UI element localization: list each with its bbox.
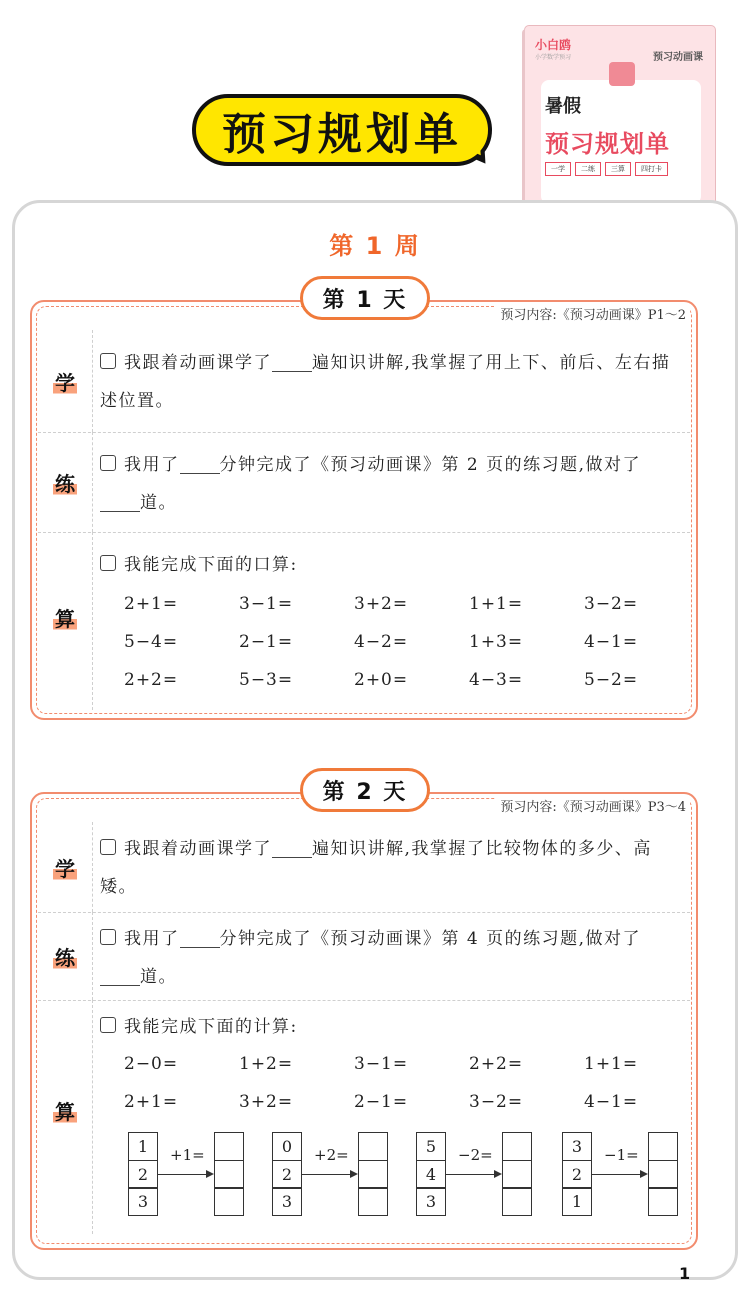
input-cell: 2 <box>272 1160 302 1189</box>
divider <box>92 532 93 710</box>
learn-row <box>38 822 690 912</box>
input-stack <box>562 1132 592 1216</box>
calc-intro-text: 我能完成下面的口算: <box>124 555 298 575</box>
fill-blank[interactable] <box>272 353 312 372</box>
answer-cell[interactable] <box>502 1132 532 1161</box>
divider <box>92 432 93 532</box>
answer-cell[interactable] <box>648 1187 678 1216</box>
input-cell: 1 <box>128 1132 158 1161</box>
calc-item: 2+2= <box>469 1054 524 1074</box>
answer-cell[interactable] <box>214 1132 244 1161</box>
input-stack <box>272 1132 302 1216</box>
arrow-right-icon <box>302 1174 356 1175</box>
input-cell: 5 <box>416 1132 446 1161</box>
answer-cell[interactable] <box>214 1160 244 1189</box>
answer-cell[interactable] <box>648 1132 678 1161</box>
calc-item: 3+2= <box>354 594 409 614</box>
learn-side <box>38 822 92 912</box>
practice-text <box>100 446 684 522</box>
operation-label: −1= <box>604 1146 639 1164</box>
practice-row <box>38 912 690 1000</box>
arrow-right-icon <box>158 1174 212 1175</box>
calc-intro-text: 我能完成下面的计算: <box>124 1017 298 1037</box>
week-title: 第 1 周 <box>329 232 421 260</box>
book-brand-logo: 小白鸥 <box>535 38 572 52</box>
practice-row <box>38 432 690 532</box>
practice-text-before: 我用了 <box>124 929 180 949</box>
checkbox[interactable] <box>100 455 116 471</box>
page-title: 预习规划单 <box>222 109 462 160</box>
input-cell: 3 <box>128 1187 158 1216</box>
checkbox[interactable] <box>100 353 116 369</box>
arrow-right-icon <box>592 1174 646 1175</box>
fill-blank[interactable] <box>180 455 220 474</box>
practice-side <box>38 912 92 1000</box>
divider <box>92 912 93 1000</box>
learn-text <box>100 344 684 420</box>
day-card-1 <box>30 287 698 720</box>
answer-cell[interactable] <box>648 1160 678 1189</box>
calc-item: 2−1= <box>239 632 294 652</box>
divider <box>92 330 93 432</box>
page-number: 1 <box>679 1264 691 1283</box>
answer-cell[interactable] <box>214 1187 244 1216</box>
calc-label: 算 <box>53 1096 77 1125</box>
answer-cell[interactable] <box>358 1132 388 1161</box>
calc-item: 2+2= <box>124 670 179 690</box>
book-brand-subtitle: 小学数学预习 <box>535 54 572 61</box>
divider <box>92 1000 93 1234</box>
calc-row <box>38 1000 690 1234</box>
calc-item: 4−1= <box>584 632 639 652</box>
calc-item: 3−1= <box>239 594 294 614</box>
calc-item: 4−3= <box>469 670 524 690</box>
fill-blank[interactable] <box>272 839 312 858</box>
book-chips <box>545 162 668 176</box>
input-stack <box>416 1132 446 1216</box>
calc-intro <box>100 546 684 584</box>
operation-label: +1= <box>170 1146 205 1164</box>
calc-item: 4−1= <box>584 1092 639 1112</box>
calc-side <box>38 1000 92 1220</box>
input-stack <box>128 1132 158 1216</box>
day-tab-label: 第 1 天 <box>322 287 408 313</box>
calc-item: 5−4= <box>124 632 179 652</box>
answer-cell[interactable] <box>502 1160 532 1189</box>
calc-item: 1+1= <box>584 1054 639 1074</box>
checkbox[interactable] <box>100 839 116 855</box>
calc-label: 算 <box>53 603 77 632</box>
book-title-line1: 暑假 <box>545 96 581 117</box>
answer-cell[interactable] <box>358 1160 388 1189</box>
learn-row <box>38 330 690 432</box>
learn-text-before: 我跟着动画课学了 <box>124 839 272 859</box>
learn-text-before: 我跟着动画课学了 <box>124 353 272 373</box>
calc-item: 1+3= <box>469 632 524 652</box>
calc-item: 2−1= <box>354 1092 409 1112</box>
calc-item: 1+2= <box>239 1054 294 1074</box>
calc-item: 2+1= <box>124 1092 179 1112</box>
input-cell: 1 <box>562 1187 592 1216</box>
answer-stack <box>502 1132 532 1216</box>
checkbox[interactable] <box>100 555 116 571</box>
learn-label: 学 <box>53 367 77 396</box>
book-clip-icon <box>609 62 635 86</box>
day-tab <box>300 768 430 812</box>
answer-stack <box>214 1132 244 1216</box>
calc-side <box>38 532 92 702</box>
input-cell: 0 <box>272 1132 302 1161</box>
practice-text-before: 我用了 <box>124 455 180 475</box>
practice-text-middle: 分钟完成了《预习动画课》第 4 页的练习题,做对了 <box>219 929 642 949</box>
day-card-2 <box>30 779 698 1250</box>
calc-item: 2−0= <box>124 1054 179 1074</box>
fill-blank[interactable] <box>100 493 140 512</box>
preview-content-label: 预习内容:《预习动画课》P1～2 <box>496 304 690 323</box>
practice-label: 练 <box>53 468 77 497</box>
input-cell: 4 <box>416 1160 446 1189</box>
book-chip: 四打卡 <box>635 162 668 176</box>
calc-item: 2+0= <box>354 670 409 690</box>
fill-blank[interactable] <box>100 967 140 986</box>
input-cell: 3 <box>272 1187 302 1216</box>
title-bubble <box>192 94 492 166</box>
calc-item: 5−2= <box>584 670 639 690</box>
calc-row <box>38 532 690 710</box>
input-cell: 2 <box>128 1160 158 1189</box>
book-chip: 三算 <box>605 162 631 176</box>
calc-item: 5−3= <box>239 670 294 690</box>
practice-label: 练 <box>53 942 77 971</box>
practice-side <box>38 432 92 532</box>
arrow-right-icon <box>446 1174 500 1175</box>
calc-item: 4−2= <box>354 632 409 652</box>
practice-text-middle: 分钟完成了《预习动画课》第 2 页的练习题,做对了 <box>219 455 642 475</box>
calc-item: 3−1= <box>354 1054 409 1074</box>
answer-cell[interactable] <box>358 1187 388 1216</box>
calc-item: 3−2= <box>469 1092 524 1112</box>
answer-cell[interactable] <box>502 1187 532 1216</box>
book-chip: 二练 <box>575 162 601 176</box>
preview-content-label: 预习内容:《预习动画课》P3～4 <box>496 796 690 815</box>
book-series-tag: 预习动画课 <box>653 52 703 63</box>
learn-text-after: 遍知识讲解,我掌握了用上下、前后、左右描述位置。 <box>100 353 671 411</box>
fill-blank[interactable] <box>180 929 220 948</box>
answer-stack <box>648 1132 678 1216</box>
calc-intro <box>100 1008 684 1046</box>
input-cell: 2 <box>562 1160 592 1189</box>
practice-text-after: 道。 <box>140 967 177 987</box>
learn-text-after: 遍知识讲解,我掌握了比较物体的多少、高矮。 <box>100 839 652 897</box>
calc-item: 1+1= <box>469 594 524 614</box>
divider <box>92 822 93 912</box>
book-chip: 一学 <box>545 162 571 176</box>
input-cell: 3 <box>416 1187 446 1216</box>
operation-label: −2= <box>458 1146 493 1164</box>
day-tab <box>300 276 430 320</box>
answer-stack <box>358 1132 388 1216</box>
calc-item: 3+2= <box>239 1092 294 1112</box>
practice-text <box>100 920 684 996</box>
learn-side <box>38 330 92 432</box>
calc-item: 3−2= <box>584 594 639 614</box>
checkbox[interactable] <box>100 929 116 945</box>
practice-text-after: 道。 <box>140 493 177 513</box>
book-title-line2: 预习规划单 <box>545 130 670 158</box>
checkbox[interactable] <box>100 1017 116 1033</box>
operation-label: +2= <box>314 1146 349 1164</box>
input-cell: 3 <box>562 1132 592 1161</box>
learn-label: 学 <box>53 853 77 882</box>
calc-item: 2+1= <box>124 594 179 614</box>
learn-text <box>100 830 684 906</box>
day-tab-label: 第 2 天 <box>322 779 408 805</box>
